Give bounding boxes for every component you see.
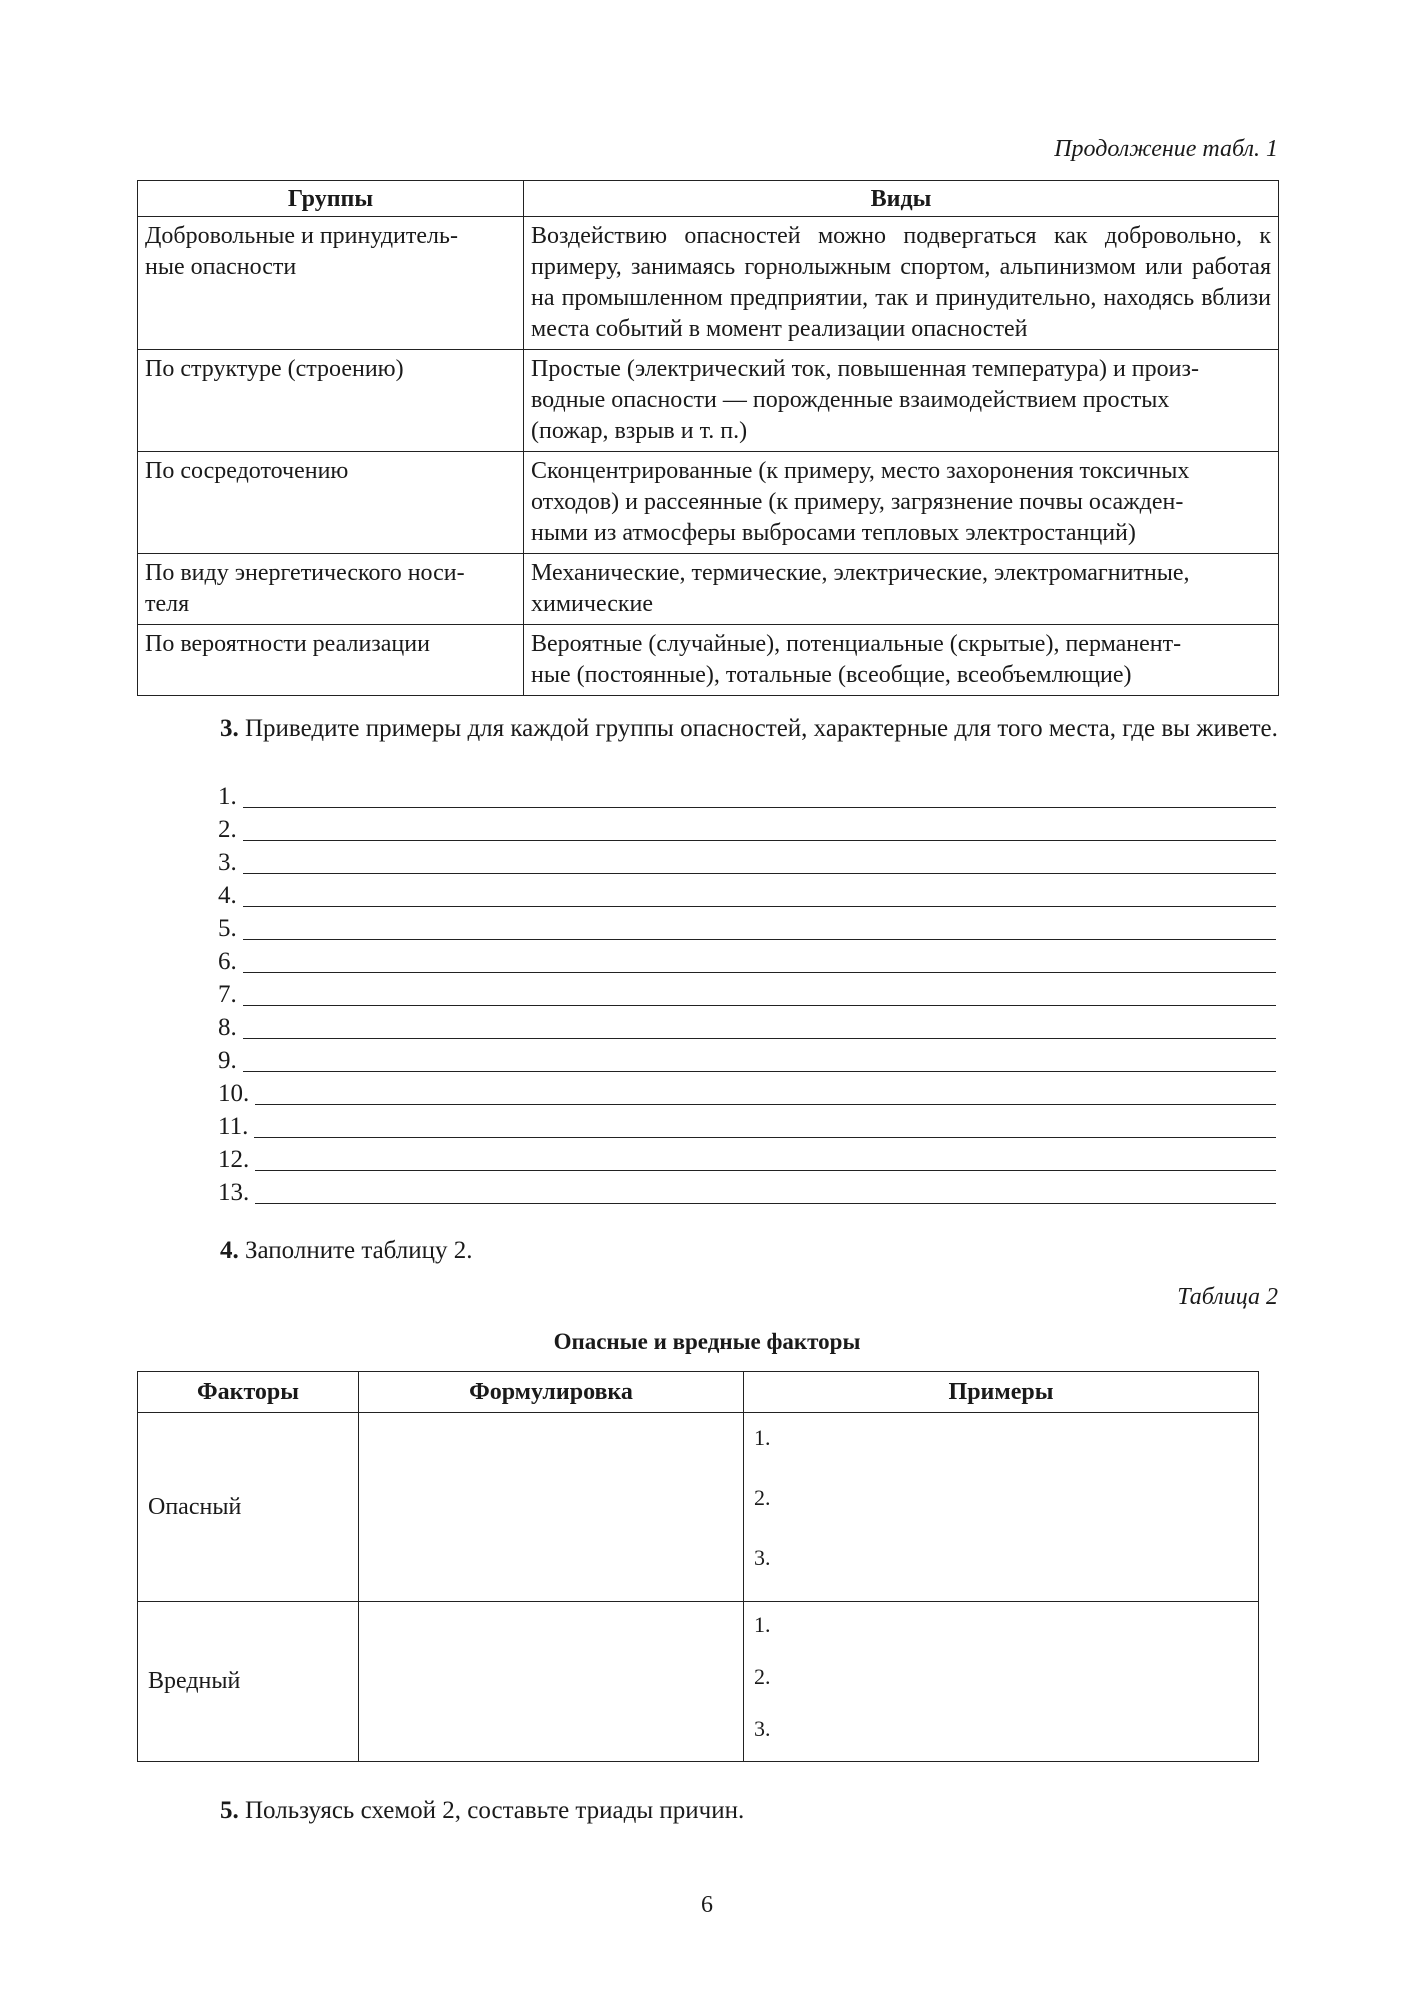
- group-cell: По структуре (строению): [138, 350, 524, 452]
- answer-underline[interactable]: [243, 820, 1276, 841]
- answer-underline[interactable]: [255, 1084, 1276, 1105]
- example-item: 3.: [754, 1545, 771, 1570]
- table-row: [138, 350, 1279, 452]
- answer-underline[interactable]: [243, 919, 1276, 940]
- answer-line[interactable]: [218, 910, 1276, 943]
- table-row: [138, 1413, 1259, 1602]
- task-4: [137, 1235, 1362, 1266]
- answer-underline[interactable]: [255, 1150, 1276, 1171]
- formulation-cell[interactable]: [359, 1413, 744, 1602]
- answer-line[interactable]: [218, 844, 1276, 877]
- line-number: 8.: [218, 1014, 237, 1041]
- answer-line[interactable]: [218, 877, 1276, 910]
- line-number: 7.: [218, 981, 237, 1008]
- table-row: [138, 217, 1279, 350]
- factor-cell: Вредный: [138, 1602, 359, 1762]
- task-5: [137, 1795, 1362, 1826]
- task-text: Приведите примеры для каждой группы опасностей, характерные для того места, где вы живете.: [245, 715, 1278, 742]
- table-2-label: Таблица 2: [1177, 1284, 1278, 1310]
- answer-line[interactable]: [218, 1009, 1276, 1042]
- column-header-types: Виды: [524, 181, 1279, 217]
- line-number: 13.: [218, 1179, 250, 1206]
- line-number: 5.: [218, 915, 237, 942]
- table-row: [138, 1602, 1259, 1762]
- page-number: 6: [701, 1892, 713, 1918]
- example-item: 1.: [754, 1425, 771, 1450]
- line-number: 10.: [218, 1080, 250, 1107]
- answer-line[interactable]: [218, 1141, 1276, 1174]
- answer-underline[interactable]: [243, 1051, 1276, 1072]
- line-number: 12.: [218, 1146, 250, 1173]
- column-header-examples: Примеры: [744, 1372, 1259, 1413]
- examples-cell[interactable]: [744, 1602, 1259, 1762]
- answer-underline[interactable]: [243, 1018, 1276, 1039]
- factors-table: [137, 1371, 1259, 1762]
- types-cell: Механические, термические, электрические, электромагнитные, химические: [524, 554, 1279, 625]
- answer-line[interactable]: [218, 1075, 1276, 1108]
- line-number: 1.: [218, 783, 237, 810]
- group-cell: Добровольные и принудитель- ные опасности: [138, 217, 524, 350]
- answer-line[interactable]: [218, 811, 1276, 844]
- group-cell: По вероятности реализации: [138, 625, 524, 696]
- table-row: [138, 554, 1279, 625]
- task-number: 3.: [220, 715, 239, 742]
- line-number: 11.: [218, 1113, 249, 1140]
- column-header-factors: Факторы: [138, 1372, 359, 1413]
- examples-cell[interactable]: [744, 1413, 1259, 1602]
- task-number: 4.: [220, 1237, 239, 1264]
- column-header-formulation: Формулировка: [359, 1372, 744, 1413]
- column-header-groups: Группы: [138, 181, 524, 217]
- answer-underline[interactable]: [243, 952, 1276, 973]
- types-cell: Сконцентрированные (к примеру, место захоронения токсичных отходов) и рассеянные (к примеру, загрязнение почвы осажден- ными из атмосферы выбросами тепловых электростанций): [524, 452, 1279, 554]
- example-item: 3.: [754, 1716, 771, 1741]
- example-item: 1.: [754, 1612, 771, 1637]
- answer-line[interactable]: [218, 1174, 1276, 1207]
- hazard-groups-table: [137, 180, 1279, 696]
- example-item: 2.: [754, 1664, 771, 1689]
- table-header-row: [138, 181, 1279, 217]
- answer-line[interactable]: [218, 1042, 1276, 1075]
- table-2-title: Опасные и вредные факторы: [553, 1329, 861, 1354]
- table-row: [138, 625, 1279, 696]
- types-cell: Воздействию опасностей можно подвергаться как добровольно, к примеру, занимаясь горнолыжным спортом, альпинизмом или работая на промышленном предприятии, так и принудительно, находясь вблизи места событий в момент реализации опасностей: [524, 217, 1279, 350]
- answer-underline[interactable]: [243, 886, 1276, 907]
- answer-underline[interactable]: [243, 985, 1276, 1006]
- types-cell: Вероятные (случайные), потенциальные (скрытые), перманент- ные (постоянные), тотальные (всеобщие, всеобъемлющие): [524, 625, 1279, 696]
- group-cell: По сосредоточению: [138, 452, 524, 554]
- line-number: 3.: [218, 849, 237, 876]
- line-number: 6.: [218, 948, 237, 975]
- task-text: Пользуясь схемой 2, составьте триады причин.: [245, 1797, 745, 1824]
- answer-lines: [218, 778, 1276, 1207]
- table-header-row: [138, 1372, 1259, 1413]
- task-number: 5.: [220, 1797, 239, 1824]
- line-number: 4.: [218, 882, 237, 909]
- answer-underline[interactable]: [255, 1183, 1276, 1204]
- task-text: Заполните таблицу 2.: [245, 1237, 473, 1264]
- answer-line[interactable]: [218, 943, 1276, 976]
- line-number: 9.: [218, 1047, 237, 1074]
- answer-underline[interactable]: [254, 1117, 1276, 1138]
- answer-underline[interactable]: [243, 787, 1276, 808]
- task-3: [137, 713, 1279, 744]
- group-cell: По виду энергетического носи- теля: [138, 554, 524, 625]
- table-row: [138, 452, 1279, 554]
- answer-underline[interactable]: [243, 853, 1276, 874]
- example-item: 2.: [754, 1485, 771, 1510]
- answer-line[interactable]: [218, 976, 1276, 1009]
- types-cell: Простые (электрический ток, повышенная температура) и произ- водные опасности — порожденные взаимодействием простых (пожар, взрыв и т. п.): [524, 350, 1279, 452]
- factor-cell: Опасный: [138, 1413, 359, 1602]
- table-continuation-label: Продолжение табл. 1: [1054, 136, 1278, 162]
- answer-line[interactable]: [218, 778, 1276, 811]
- answer-line[interactable]: [218, 1108, 1276, 1141]
- line-number: 2.: [218, 816, 237, 843]
- formulation-cell[interactable]: [359, 1602, 744, 1762]
